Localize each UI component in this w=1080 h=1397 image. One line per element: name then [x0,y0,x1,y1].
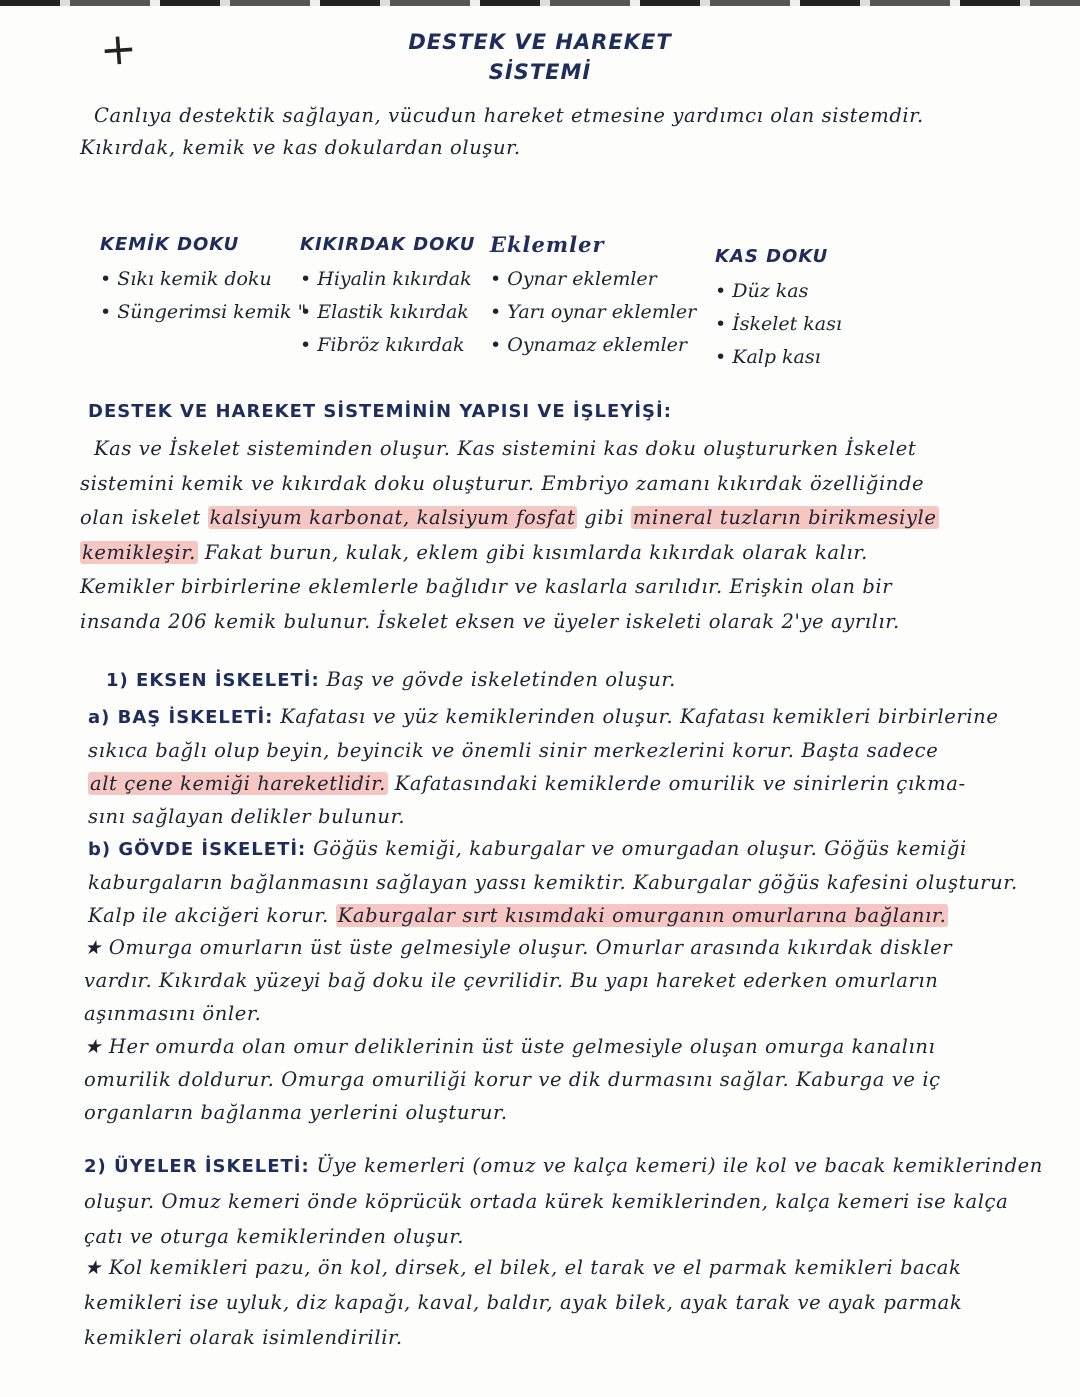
text-fragment: Baş ve gövde iskeletinden oluşur. [326,668,676,691]
column-kemik-doku [100,228,306,329]
text-line: sistemini kemik ve kıkırdak doku oluşturur. Embriyo zamanı kıkırdak özelliğinde [80,471,925,495]
column-item: • Hiyalin kıkırdak [300,268,472,290]
page-title: DESTEK VE HAREKET [408,30,672,54]
text-line: kemikleri olarak isimlendirilir. [84,1326,403,1349]
text-line: vardır. Kıkırdak yüzeyi bağ doku ile çevrilidir. Bu yapı hareket ederken omurların [84,969,939,992]
highlight-jaw: alt çene kemiği hareketlidir. [90,772,386,795]
column-item: • Sıkı kemik doku [100,268,272,290]
text-fragment: Kafatası ve yüz kemiklerinden oluşur. Kafatası kemikleri birbirlerine [280,705,999,728]
text-line-mixed [80,536,1000,571]
text-line-mixed [80,501,1000,536]
highlight-mineral-salts: mineral tuzların birikmesiyle [632,506,937,529]
highlight-ossification: kemikleşir. [82,540,196,564]
text-line: çatı ve oturga kemiklerinden oluşur. [84,1225,464,1248]
column-eklemler [490,228,696,362]
intro-paragraph [80,100,1000,164]
column-item: • İskelet kası [715,313,842,335]
section-heading: 2) ÜYELER İSKELETİ: [84,1156,310,1177]
column-item: • Kalp kası [715,346,821,368]
section-structure-body [80,432,1000,639]
intro-line: Kıkırdak, kemik ve kas dokulardan oluşur. [80,136,521,159]
text-line: sını sağlayan delikler bulunur. [88,805,406,828]
text-line: Kemikler birbirlerine eklemlerle bağlıdır ve kaslarla sarılıdır. Erişkin olan bir [80,575,893,598]
head-skeleton-block [88,700,1008,833]
section-structure [88,396,1008,428]
text-fragment: Üye kemerleri (omuz ve kalça kemeri) ile kol ve bacak kemiklerinden [316,1154,1043,1177]
limb-bones-note [84,1250,1004,1355]
text-line: ★ Omurga omurların üst üste gelmesiyle oluşur. Omurlar arasında kıkırdak diskler [84,936,953,959]
axial-skeleton-heading-line [106,664,1006,697]
text-line: organların bağlanma yerlerini oluşturur. [84,1101,508,1124]
column-header: KEMİK DOKU [100,234,240,255]
column-header: KIKIRDAK DOKU [300,234,476,255]
text-fragment: Göğüs kemiği, kaburgalar ve omurgadan oluşur. Göğüs kemiği [313,837,967,860]
text-line: Kas ve İskelet sisteminden oluşur. Kas sistemini kas doku oluştururken İskelet [94,437,917,460]
text-line: ★ Kol kemikleri pazu, ön kol, dirsek, el bilek, el tarak ve el parmak kemikleri bacak [84,1256,962,1279]
torn-edge [0,0,1080,6]
column-item: • Düz kas [715,280,809,302]
text-fragment: Fakat burun, kulak, eklem gibi kısımlarda kıkırdak olarak kalır. [204,540,868,564]
column-item: • Oynamaz eklemler [490,334,688,356]
text-line: kaburgaların bağlanmasını sağlayan yassı kemiktir. Kaburgalar göğüs kafesini oluşturur. [88,871,1018,894]
section-heading: 1) EKSEN İSKELETİ: [106,670,320,691]
column-kikirdak-doku [300,228,475,362]
column-kas-doku [715,240,842,374]
trunk-skeleton-block [88,832,1018,932]
text-line: omurilik doldurur. Omurga omuriliği korur ve dik durmasını sağlar. Kaburga ve iç [84,1068,941,1091]
text-line: aşınmasını önler. [84,1002,262,1025]
highlight-minerals: kalsiyum karbonat, kalsiyum fosfat [209,506,576,529]
appendicular-skeleton-block [84,1148,1043,1254]
spine-note-2 [84,1030,1004,1129]
text-line: sıkıca bağlı olup beyin, beyincik ve önemli sinir merkezlerini korur. Başta sadece [88,739,939,762]
text-line-mixed [88,899,1008,932]
column-header: KAS DOKU [715,246,829,267]
column-item: • Oynar eklemler [490,268,657,290]
text-line: oluşur. Omuz kemeri önde köprücük ortada kürek kemiklerinden, kalça kemeri ise kalça [84,1190,1009,1213]
text-line: insanda 206 kemik bulunur. İskelet eksen ve üyeler iskeleti olarak 2'ye ayrılır. [80,609,900,633]
text-fragment: Kalp ile akciğeri korur. [88,904,329,927]
column-item: • Fibröz kıkırdak [300,334,465,356]
text-line: ★ Her omurda olan omur deliklerinin üst üste gelmesiyle oluşan omurga kanalını [84,1035,936,1058]
text-fragment: olan iskelet [80,506,201,529]
column-header: Eklemler [490,232,605,257]
spine-note-1 [84,931,1004,1030]
text-fragment: gibi [584,506,625,529]
subsection-heading: a) BAŞ İSKELETİ: [88,707,274,728]
page-title-line2: SİSTEMİ [488,60,592,84]
text-line: kemikleri ise uyluk, diz kapağı, kaval, baldır, ayak bilek, ayak tarak ve ayak parmak [84,1291,963,1314]
subsection-heading: b) GÖVDE İSKELETİ: [88,839,307,860]
section-heading: DESTEK VE HAREKET SİSTEMİNİN YAPISI VE İŞLEYİŞİ: [88,401,672,422]
cross-mark: + [98,22,139,77]
highlight-ribs: Kaburgalar sırt kısımdaki omurganın omurlarına bağlanır. [337,904,947,927]
column-item: • Yarı oynar eklemler [490,301,697,323]
text-fragment: Kafatasındaki kemiklerde omurilik ve sinirlerin çıkma- [394,772,966,795]
column-item: • Süngerimsi kemik " [100,301,307,323]
column-item: • Elastik kıkırdak [300,301,469,323]
text-line-mixed [88,767,1008,800]
intro-line: Canlıya destektik sağlayan, vücudun hareket etmesine yardımcı olan sistemdir. [94,104,924,127]
